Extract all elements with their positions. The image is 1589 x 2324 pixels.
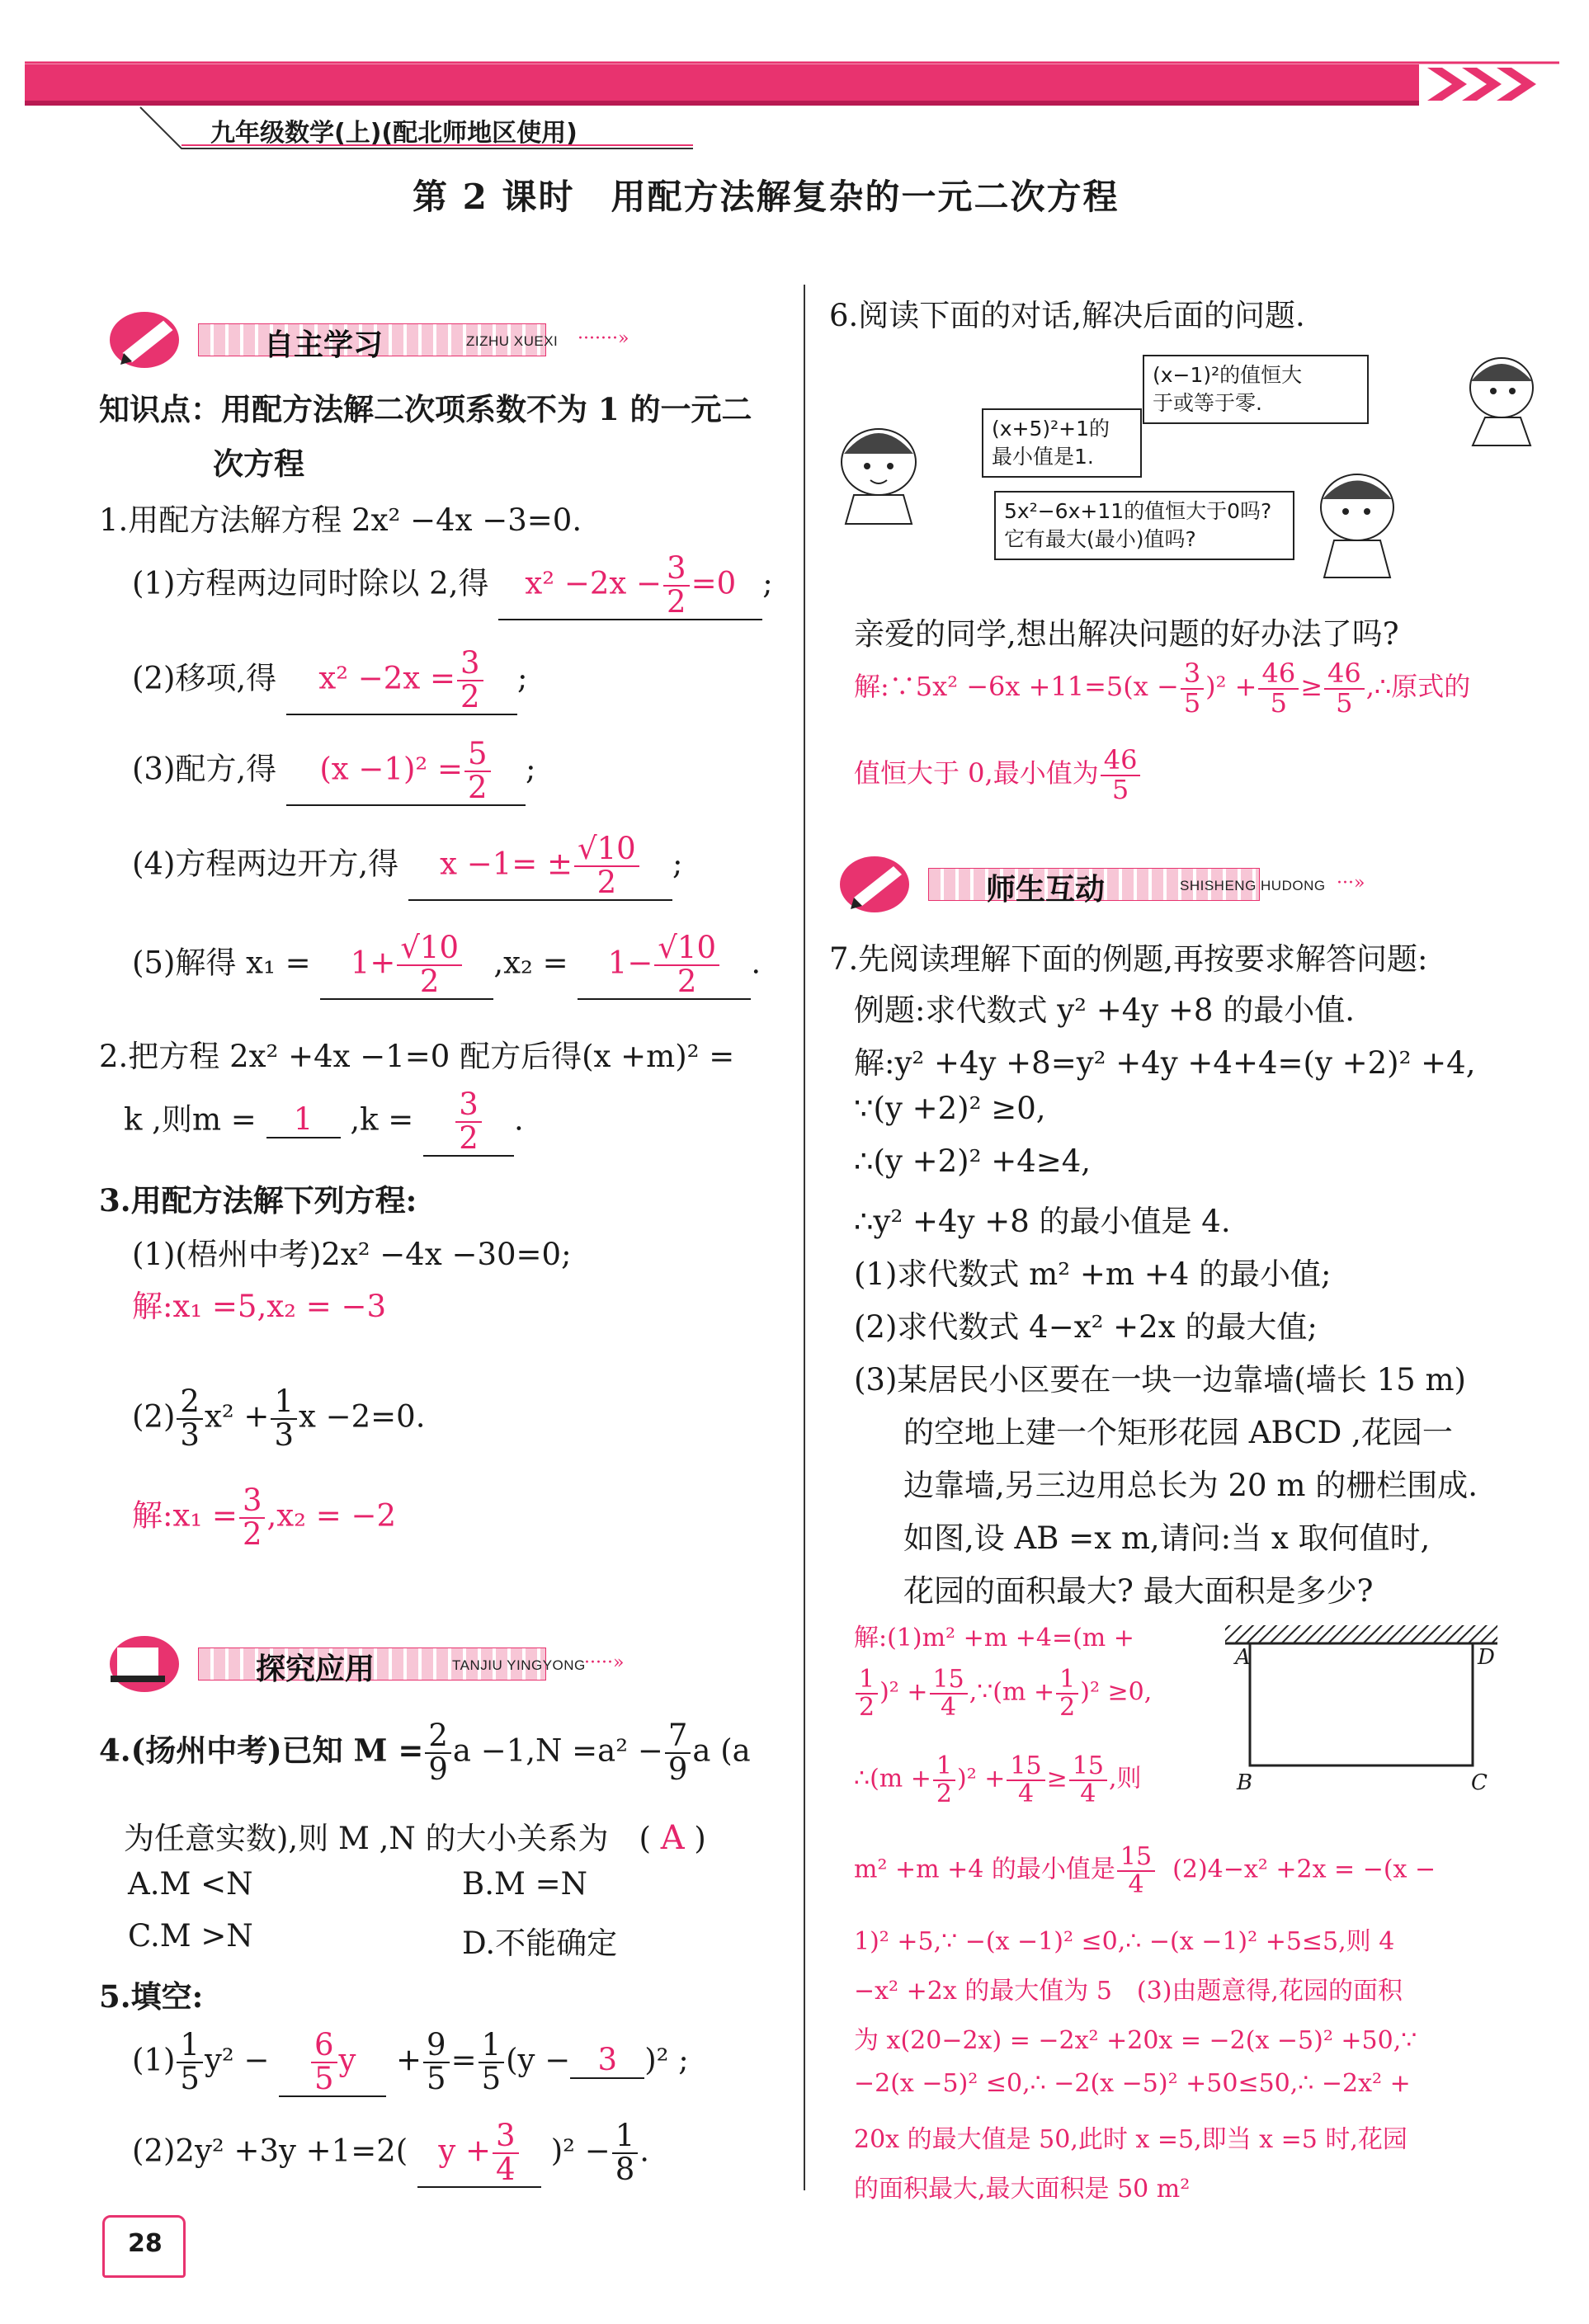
section-sub: SHISHENG HUDONG: [1180, 878, 1326, 893]
q1-5-answer-x1: 1+ $\frac{√10}{2}$: [320, 932, 493, 1000]
q5-2: (2)2y² +3y +1=2( y + $\frac{3}{4}$ )² − $\frac{1}{8}$ .: [132, 2118, 650, 2187]
q1-2-answer: x² −2x = $\frac{3}{2}$: [286, 648, 517, 715]
q7-line9: (3)某居民小区要在一块一边靠墙(墙长 15 m): [854, 1362, 1466, 1398]
section-label: 师生互动: [986, 873, 1106, 907]
section-shisheng: [829, 850, 1390, 916]
q7-line3: 解:y² +4y +8=y² +4y +4+4=(y +2)² +4,: [854, 1045, 1476, 1081]
q4-option-d: D.不能确定: [462, 1926, 618, 1961]
q7-answer-line3: ∴(m + $\frac{1}{2}$ )² + $\frac{15}{4}$ ≥ $\frac{15}{4}$ ,则: [854, 1751, 1142, 1808]
arrow-icon: ·····»: [584, 1652, 625, 1673]
q7-line6: ∴y² +4y +8 的最小值是 4.: [854, 1204, 1231, 1239]
speech-bubble-3: 5x²−6x+11的值恒大于0吗? 它有最大(最小)值吗?: [994, 491, 1294, 560]
page-number: 28: [128, 2229, 163, 2258]
section-sub: ZIZHU XUEXI: [466, 333, 559, 349]
q4-option-c: C.M >N: [128, 1918, 253, 1954]
q7-answer-line8: −2(x −5)² ≤0,∴ −2(x −5)² +50≤50,∴ −2x² +: [854, 2069, 1411, 2098]
q7-line13: 花园的面积最大? 最大面积是多少?: [903, 1573, 1374, 1609]
q7-answer-line7: 为 x(20−2x) = −2x² +20x = −2(x −5)² +50,∵: [854, 2026, 1417, 2055]
q4-line1: 4.(扬州中考)已知 M = $\frac{2}{9}$ a −1,N =a² − $\frac{7}{9}$ a (a: [99, 1718, 751, 1787]
q7-line7: (1)求代数式 m² +m +4 的最小值;: [854, 1256, 1332, 1292]
section-zizhu: [99, 305, 660, 371]
q2-line1: 2.把方程 2x² +4x −1=0 配方后得(x +m)² =: [99, 1039, 735, 1074]
q4-option-a: A.M <N: [128, 1866, 253, 1902]
q1-stem: 1.用配方法解方程 2x² −4x −3=0.: [99, 502, 582, 538]
section-sub: TANJIU YINGYONG: [452, 1657, 586, 1673]
q7-line12: 如图,设 AB =x m,请问:当 x 取何值时,: [903, 1520, 1431, 1556]
q7-line5: ∴(y +2)² +4≥4,: [854, 1143, 1092, 1179]
q1-1: (1)方程两边同时除以 2,得 x² −2x − $\frac{3}{2}$ =0 ;: [132, 550, 773, 620]
arrow-icon: ·······»: [578, 328, 629, 349]
dialog-illustration: [829, 338, 1555, 586]
q1-1-answer: x² −2x − $\frac{3}{2}$ =0: [498, 553, 762, 620]
label-b: B: [1237, 1770, 1253, 1795]
q7-line2: 例题:求代数式 y² +4y +8 的最小值.: [854, 992, 1355, 1028]
girl-left-figure: [842, 429, 916, 524]
q1-5-answer-x2: 1− $\frac{√10}{2}$: [578, 932, 751, 1000]
wall: [1225, 1625, 1497, 1643]
section-label: 探究应用: [256, 1652, 375, 1686]
q1-4: (4)方程两边开方,得 x −1= ± $\frac{√10}{2}$ ;: [132, 831, 683, 900]
q7-answer-line9: 20x 的最大值是 50,此时 x =5,即当 x =5 时,花园: [854, 2125, 1407, 2154]
q6-answer-line2: 值恒大于 0,最小值为 $\frac{46}{5}$: [854, 747, 1142, 804]
q7-answer-line6: −x² +2x 的最大值为 5 (3)由题意得,花园的面积: [854, 1977, 1403, 2006]
q6-answer-line1: 解:∵5x² −6x +11=5(x − $\frac{3}{5}$ )² + $\frac{46}{5}$ ≥ $\frac{46}{5}$ ,∴原式的: [854, 658, 1471, 719]
arrow-icon: ···»: [1337, 873, 1365, 893]
knowledge-point: 知识点：用配方法解二次项系数不为 1 的一元二 次方程: [99, 391, 752, 482]
q7-line4: ∵(y +2)² ≥0,: [854, 1091, 1046, 1126]
q7-line11: 边靠墙,另三边用总长为 20 m 的栅栏围成.: [903, 1468, 1478, 1503]
lesson-title: 第 2 课时 用配方法解复杂的一元二次方程: [413, 177, 1120, 217]
girl-right-figure: [1321, 474, 1393, 577]
boy-figure: [1470, 358, 1533, 445]
laptop-icon: [99, 1629, 198, 1695]
q6-question: 亲爱的同学,想出解决问题的好办法了吗?: [854, 616, 1399, 652]
q7-line8: (2)求代数式 4−x² +2x 的最大值;: [854, 1309, 1318, 1345]
q7-answer-line1: 解:(1)m² +m +4=(m +: [854, 1624, 1134, 1652]
label-a: A: [1235, 1645, 1251, 1670]
label-d: D: [1478, 1645, 1495, 1670]
section-tanjiu: [99, 1629, 660, 1695]
q3-1-answer: 解:x₁ =5,x₂ = −3: [132, 1289, 386, 1324]
speech-bubble-1: (x−1)²的值恒大 于或等于零.: [1143, 355, 1369, 424]
q7-answer-line5: 1)² +5,∵ −(x −1)² ≤0,∴ −(x −1)² +5≤5,则 4: [854, 1927, 1395, 1956]
column-divider: [804, 285, 805, 2190]
q3-stem: 3.用配方法解下列方程:: [99, 1182, 417, 1219]
pencil-icon: [829, 850, 928, 916]
label-c: C: [1471, 1770, 1488, 1795]
q1-2: (2)移项,得 x² −2x = $\frac{3}{2}$ ;: [132, 645, 528, 714]
q4-option-b: B.M =N: [462, 1866, 587, 1902]
q5-stem: 5.填空:: [99, 1978, 204, 2015]
header-banner: [0, 0, 1589, 165]
q3-2-answer: 解:x₁ = $\frac{3}{2}$ ,x₂ = −2: [132, 1483, 397, 1552]
speech-bubble-2: (x+5)²+1的 最小值是1.: [982, 408, 1142, 478]
q7-answer-line4: m² +m +4 的最小值是 $\frac{15}{4}$ (2)4−x² +2x = −(x −: [854, 1842, 1436, 1899]
section-label: 自主学习: [264, 328, 384, 362]
q5-1: (1) $\frac{1}{5}$ y² − $\frac{6}{5}$ y + $\frac{9}{5}$ = $\frac{1}{5}$ (y − 3 )² ;: [132, 2027, 689, 2096]
q3-2: (2) $\frac{2}{3}$ x² + $\frac{1}{3}$ x −2=0.: [132, 1384, 426, 1453]
q1-3: (3)配方,得 (x −1)² = $\frac{5}{2}$ ;: [132, 736, 536, 805]
q7-line1: 7.先阅读理解下面的例题,再按要求解答问题:: [829, 941, 1428, 977]
q1-3-answer: (x −1)² = $\frac{5}{2}$: [286, 738, 526, 806]
q2-line2: k ,则m = 1 ,k = $\frac{3}{2}$ .: [124, 1087, 524, 1156]
q6-stem: 6.阅读下面的对话,解决后面的问题.: [829, 298, 1305, 333]
q1-5: (5)解得 x₁ = 1+ $\frac{√10}{2}$ ,x₂ = 1− $\frac{√10}{2}$ .: [132, 930, 761, 999]
q7-answer-line10: 的面积最大,最大面积是 50 m²: [854, 2175, 1191, 2204]
page-number-box: [102, 2215, 186, 2278]
q3-1: (1)(梧州中考)2x² −4x −30=0;: [132, 1237, 572, 1272]
book-title: 九年级数学(上)(配北师地区使用): [210, 119, 578, 148]
q7-line10: 的空地上建一个矩形花园 ABCD ,花园一: [903, 1415, 1453, 1450]
q1-4-answer: x −1= ± $\frac{√10}{2}$: [408, 833, 672, 901]
q7-answer-line2: $\frac{1}{2}$ )² + $\frac{15}{4}$ ,∵(m + $\frac{1}{2}$ )² ≥0,: [854, 1666, 1152, 1720]
q4-line2: 为任意实数),则 M ,N 的大小关系为 ( A ): [124, 1819, 706, 1857]
garden-diagram: [1225, 1617, 1497, 1807]
fence: [1250, 1643, 1473, 1765]
pencil-icon: [99, 305, 198, 371]
